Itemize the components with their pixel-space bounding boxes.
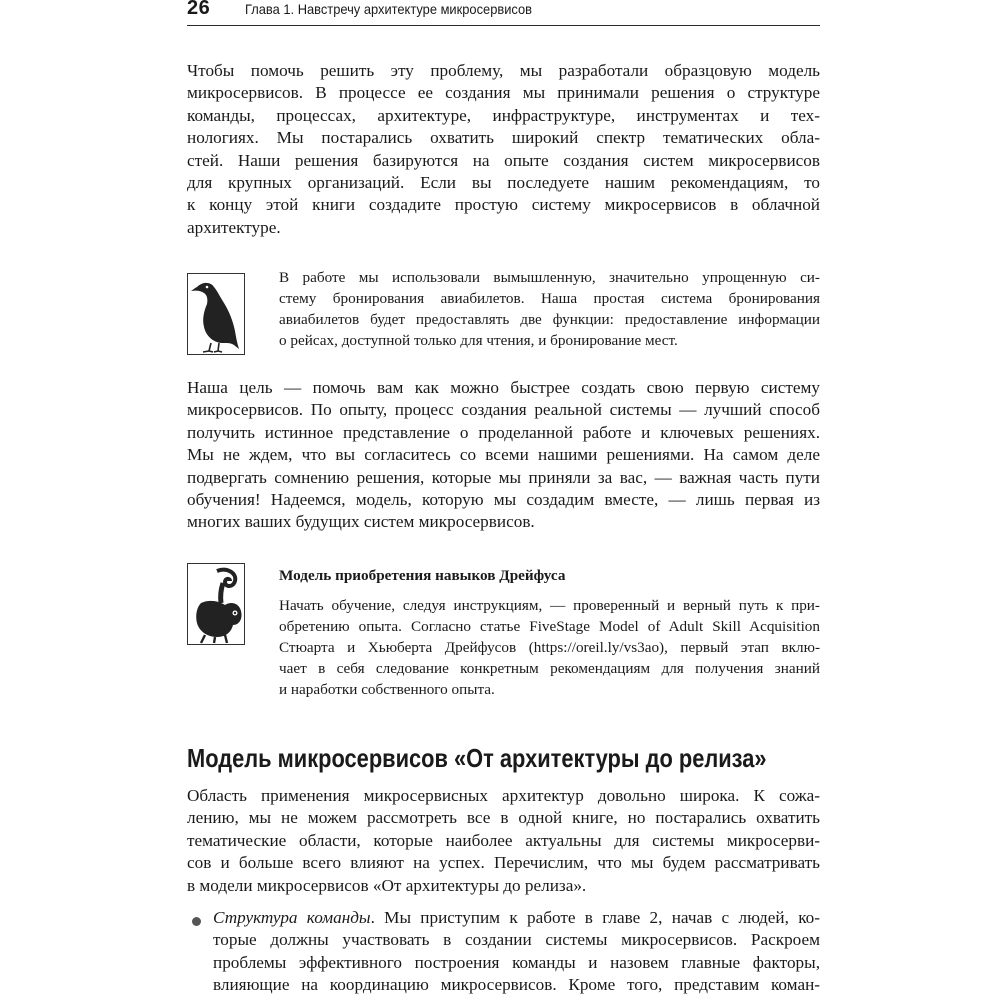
note-dreyfus-model <box>279 565 820 700</box>
text-line: микросервисов. В процессе ее создания мы принимали решения о структуре <box>187 83 820 103</box>
running-head: Глава 1. Навстречу архитектуре микросервисов <box>245 1 532 17</box>
text-line: микросервисов. По опыту, процесс создания реальной системы — лучший способ <box>187 400 820 420</box>
text-line: влияющие на координацию микросервисов. Кроме того, представим коман- <box>213 975 820 995</box>
raven-icon <box>187 273 245 355</box>
page-number: 26 <box>187 0 211 19</box>
note-line: авиабилетов будет предоставлять две функции: предоставление информации <box>279 311 820 328</box>
note-line: стему бронирования авиабилетов. Наша простая система бронирования <box>279 290 820 307</box>
text-line: тематические области, которые наиболее актуальны для системы микросерви- <box>187 830 820 850</box>
text-line: архитектуре. <box>187 217 281 237</box>
note-line: о рейсах, доступной только для чтения, и бронирование мест. <box>279 332 678 349</box>
page-header <box>187 0 820 26</box>
text-line: получить истинное представление о проделанной работе и ключевых решениях. <box>187 422 820 442</box>
text-line: команды, процессах, архитектуре, инфраструктуре, инструментах и тех- <box>187 105 820 125</box>
text-line: сов и больше всего влияют на успех. Перечислим, что мы будем рассматривать <box>187 853 820 873</box>
text-line: в модели микросервисов «От архитектуры до релиза». <box>187 875 587 895</box>
bullet-text: . Мы приступим к работе в главе 2, начав с людей, ко- <box>370 908 820 927</box>
text-line: лению, мы не можем рассмотреть все в одной книге, но постарались охватить <box>187 808 820 828</box>
text-line: проблемы эффективного построения команды и назовем главные факторы, <box>213 952 820 972</box>
bullet-team-structure <box>213 907 820 997</box>
note-line: и наработки собственного опыта. <box>279 681 495 698</box>
note-line: чает в себя следование конкретным рекомендациям для получения знаний <box>279 660 820 677</box>
paragraph-scope <box>187 785 820 897</box>
note-flight-booking <box>279 267 820 351</box>
text-line: торые должны участвовать в создании системы микросервисов. Раскроем <box>213 930 820 950</box>
section-title: Модель микросервисов «От архитектуры до релиза» <box>187 743 767 773</box>
text-line: стей. Наши решения базируются на опыте создания систем микросервисов <box>187 150 820 170</box>
paragraph-intro <box>187 60 820 239</box>
text-line: обучения! Надеемся, модель, которую мы создадим вместе, — лишь первая из <box>187 490 820 510</box>
note-line: Начать обучение, следуя инструкциям, — проверенный и верный путь к при- <box>279 597 820 614</box>
text-line: Чтобы помочь решить эту проблему, мы разработали образцовую модель <box>187 61 820 80</box>
note-line: В работе мы использовали вымышленную, значительно упрощенную си- <box>279 269 820 286</box>
bullet-term: Структура команды <box>213 908 371 927</box>
bullet-marker <box>192 917 201 926</box>
paragraph-goal <box>187 377 820 534</box>
text-line: Мы не ждем, что вы согласитесь со всеми нашими решениями. На самом деле <box>187 445 820 465</box>
note-line: Стюарта и Хьюберта Дрейфусов (https://oreil.ly/vs3ao), первый этап вклю- <box>279 639 820 656</box>
text-line: нологиях. Мы постарались охватить широкий спектр тематических обла- <box>187 128 820 148</box>
text-line: к концу этой книги создадите простую систему микросервисов в облачной <box>187 195 820 215</box>
text-line: для крупных организаций. Если вы последуете нашим рекомендациям, то <box>187 173 820 193</box>
text-line: Наша цель — помочь вам как можно быстрее создать свою первую систему <box>187 378 820 397</box>
lemur-icon <box>187 563 245 645</box>
text-line: Область применения микросервисных архитектур довольно широка. К сожа- <box>187 786 820 805</box>
text-line <box>213 907 820 929</box>
text-line: многих ваших будущих систем микросервисов. <box>187 512 535 532</box>
note-line: обретению опыта. Согласно статье FiveStage Model of Adult Skill Acquisition <box>279 618 820 635</box>
text-line: подвергать сомнению решения, которые мы приняли за вас, — важная часть пути <box>187 467 820 487</box>
note-title: Модель приобретения навыков Дрейфуса <box>279 567 566 584</box>
